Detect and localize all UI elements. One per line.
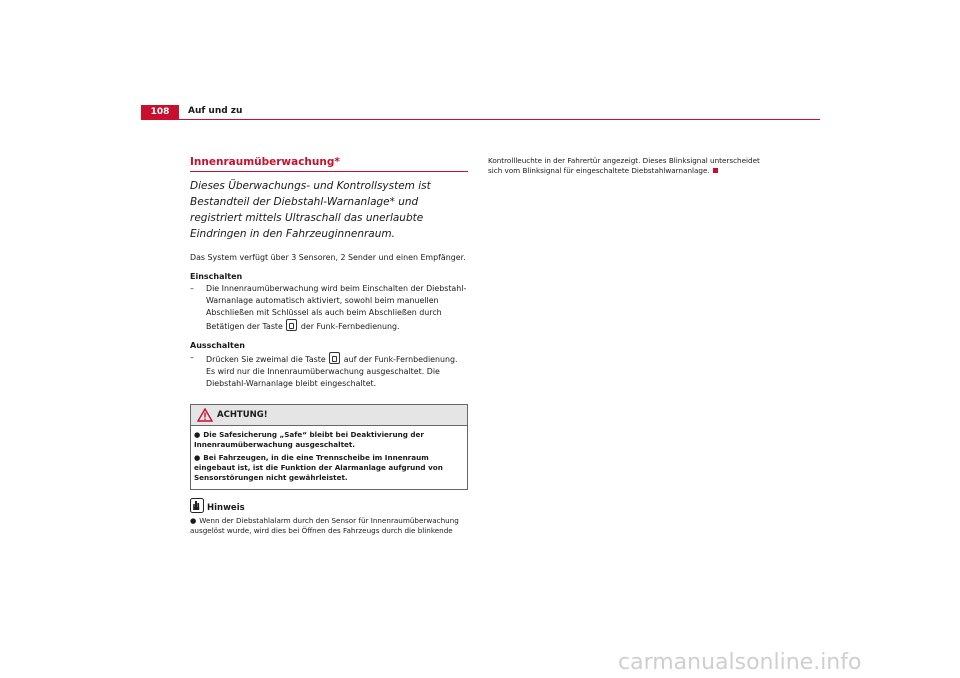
chapter-title: Auf und zu — [188, 106, 243, 116]
warning-item-text: Die Safesicherung „Safe“ bleibt bei Deaktivierung der Innenraumüberwachung ausgeschaltet. — [194, 430, 424, 449]
warning-item-text: Bei Fahrzeugen, in die eine Trennscheibe im Innenraum eingebaut ist, ist die Funktion der Alarmanlage aufgrund von Sensorstörungen nicht gewährleistet. — [194, 453, 443, 482]
lock-key-icon — [286, 319, 297, 331]
section-end-mark — [713, 168, 718, 173]
warning-body — [191, 426, 467, 489]
ausschalten-step — [190, 352, 468, 390]
einschalten-text-1: Die Innenraumüberwachung wird beim Einschalten der Diebstahl-Warnanlage automatisch aktiviert, sowohl beim manuellen Abschließen mit Schlüssel als auch beim Abschließen durch Betätigen der Taste — [206, 284, 467, 331]
note-header — [190, 498, 468, 513]
note-title: Hinweis — [207, 503, 245, 513]
bullet-icon: ● — [190, 516, 197, 525]
warning-item — [194, 453, 464, 483]
note-continuation-text: Kontrollleuchte in der Fahrertür angezeigt. Dieses Blinksignal unterscheidet sich vom Blinksignal für eingeschaltete Diebstahlwarnanlage. — [488, 156, 760, 175]
warning-title: ACHTUNG! — [217, 410, 268, 420]
warning-item — [194, 430, 464, 450]
note-item-text: Wenn der Diebstahlalarm durch den Sensor für Innenraumüberwachung ausgelöst wurde, wird dies bei Öffnen des Fahrzeugs durch die blinkende — [190, 516, 459, 535]
header-divider — [141, 119, 820, 120]
dash-mark: – — [190, 284, 194, 293]
watermark: carmanualsonline.info — [618, 650, 862, 675]
note-hand-icon — [190, 498, 204, 513]
warning-triangle-icon — [197, 408, 213, 422]
warning-box — [190, 404, 468, 490]
bullet-icon: ● — [194, 430, 201, 439]
section-title: Innenraumüberwachung* — [190, 156, 468, 172]
left-column — [190, 156, 468, 536]
page-number: 108 — [141, 105, 179, 119]
ausschalten-heading: Ausschalten — [190, 341, 245, 350]
dash-mark: – — [190, 353, 194, 362]
einschalten-text-2: der Funk-Fernbedienung. — [300, 322, 400, 331]
right-column — [488, 156, 773, 176]
einschalten-step — [190, 283, 468, 333]
lock-key-icon — [329, 352, 340, 364]
intro-paragraph: Das System verfügt über 3 Sensoren, 2 Sender und einen Empfänger. — [190, 253, 466, 262]
ausschalten-text-1: Drücken Sie zweimal die Taste — [206, 355, 326, 364]
bullet-icon: ● — [194, 453, 201, 462]
ausschalten-text-2: auf der Funk-Fernbedienung. Es wird nur die Innenraumüberwachung ausgeschaltet. Die Diebstahl-Warnanlage bleibt eingeschaltet. — [206, 355, 458, 388]
note-continuation — [488, 156, 773, 176]
lead-paragraph: Dieses Überwachungs- und Kontrollsystem ist Bestandteil der Diebstahl-Warnanlage* und registriert mittels Ultraschall das unerlaubte Eindringen in den Fahrzeuginnenraum. — [190, 180, 431, 240]
warning-header — [191, 405, 467, 426]
note-item — [190, 516, 468, 536]
einschalten-heading: Einschalten — [190, 272, 243, 281]
